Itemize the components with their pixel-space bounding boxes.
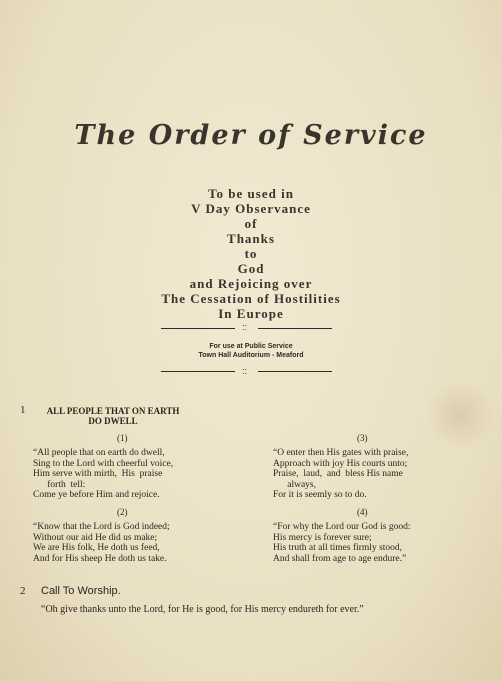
verse-text: “All people that on earth do dwell, Sing to the Lord with cheerful voice, Him serve with mirth, His praise forth tell: Come ye before Him and rejoice.: [33, 448, 174, 500]
verse-text: “For why the Lord our God is good: His mercy is forever sure; His truth at all times firmly stood, And shall from age to age endure.”: [273, 522, 411, 564]
item-number: 2: [20, 585, 26, 597]
subtitle-line: and Rejoicing over: [189, 276, 313, 291]
paper-stain: [425, 380, 495, 450]
subtitle-line: V Day Observance: [191, 201, 311, 216]
page-title: The Order of Service: [74, 120, 428, 151]
verse-label: (1): [117, 433, 128, 443]
verse-label: (4): [357, 507, 368, 517]
verse-text: “O enter then His gates with praise, Approach with joy His courts unto; Praise, laud, and bless His name always, For it is seemly so to do.: [273, 448, 409, 500]
hymn-title-line2: DO DWELL: [88, 416, 138, 426]
subtitle-line: of: [244, 216, 258, 231]
divider-left: [161, 371, 235, 372]
divider-ornament: ::: [242, 322, 248, 332]
section-heading: Call To Worship.: [41, 585, 121, 597]
subtitle-line: In Europe: [218, 306, 284, 321]
verse-label: (2): [117, 507, 128, 517]
worship-quote: “Oh give thanks unto the Lord, for He is good, for His mercy endureth for ever.”: [41, 604, 364, 615]
item-number: 1: [20, 404, 26, 416]
verse-label: (3): [357, 433, 368, 443]
divider-left: [161, 328, 235, 329]
divider-right: [258, 371, 332, 372]
use-note-line1: For use at Public Service: [209, 343, 293, 350]
divider-right: [258, 328, 332, 329]
hymn-title: [38, 406, 188, 426]
hymn-title-line1: ALL PEOPLE THAT ON EARTH: [46, 406, 180, 416]
divider-ornament: ::: [242, 366, 248, 376]
use-note-line2: Town Hall Auditorium - Meaford: [198, 352, 304, 359]
subtitle-line: to: [244, 246, 258, 261]
subtitle-line: The Cessation of Hostilities: [161, 291, 341, 306]
verse-text: “Know that the Lord is God indeed; Without our aid He did us make; We are His folk, He doth us feed, And for His sheep He doth us take.: [33, 522, 170, 564]
subtitle-line: Thanks: [227, 231, 275, 246]
subtitle-line: God: [237, 261, 265, 276]
subtitle-line: To be used in: [208, 186, 294, 201]
